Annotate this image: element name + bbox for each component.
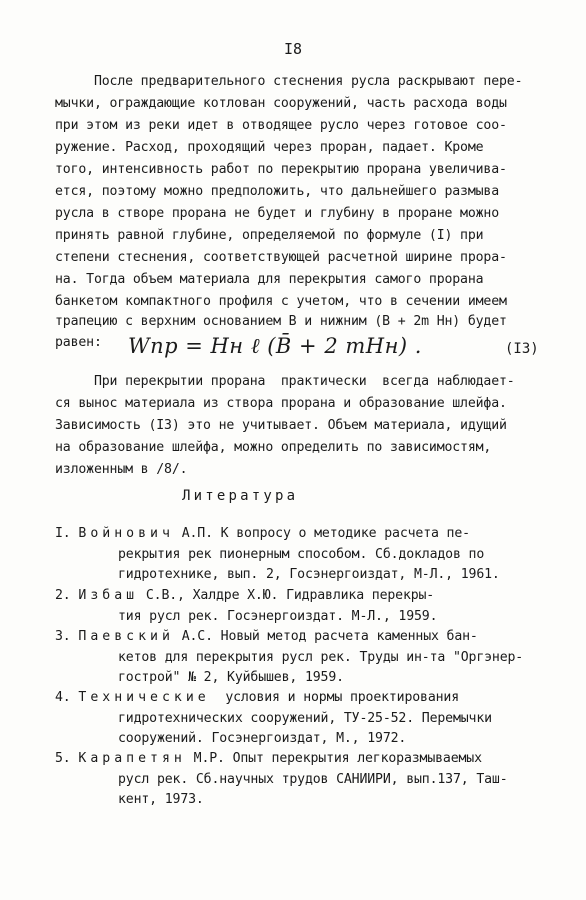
paragraph-1-line: трапецию с верхним основанием В и нижним (В + 2m Hн) будет: [55, 314, 507, 329]
reference-number: 3.: [55, 629, 71, 644]
reference-first-line: [55, 524, 575, 545]
paragraph-2-line: Зависимость (I3) это не учитывает. Объем материала, идущий: [55, 418, 507, 433]
reference-continuation: сооружений. Госэнергоиздат, М., 1972.: [118, 731, 407, 746]
paragraph-1-line: русла в створе прорана не будет и глубину в проране можно: [55, 206, 500, 221]
page-number: I8: [283, 40, 303, 58]
reference-continuation: тия русл рек. Госэнергоиздат. М-Л., 1959.: [118, 608, 438, 624]
reference-continuation: гидротехнике, вып. 2, Госэнергоиздат, М-Л., 1961.: [118, 567, 500, 582]
reference-continuation: кент, 1973.: [118, 792, 204, 807]
paragraph-1-line: того, интенсивность работ по перекрытию прорана увеличива-: [55, 162, 507, 177]
reference-author: Войнович: [78, 526, 174, 541]
reference-item: [55, 627, 575, 689]
paragraph-1-line: степени стеснения, соответствующей расчетной ширине прора-: [55, 250, 507, 265]
paragraph-1-line: банкетом компактного профиля с учетом, что в сечении имеем: [55, 294, 507, 309]
paragraph-2-line: При перекрытии прорана практически всегда наблюдает-: [55, 374, 515, 389]
equation-number: (I3): [505, 341, 539, 357]
reference-text: С.В., Халдре Х.Ю. Гидравлика перекры-: [138, 588, 435, 603]
reference-continuation: кетов для перекрытия русл рек. Труды ин-та "Оргэнер-: [118, 649, 524, 665]
paragraph-1-line: ется, поэтому можно предположить, что дальнейшего размыва: [55, 184, 500, 199]
paragraph-1-line: ружение. Расход, проходящий через проран, падает. Кроме: [55, 140, 484, 155]
reference-continuation: русл рек. Сб.научных трудов САНИИРИ, вып.137, Таш-: [118, 771, 508, 787]
reference-continuation: гидротехнических сооружений, ТУ-25-52. Перемычки: [118, 710, 492, 726]
reference-text: А.С. Новый метод расчета каменных бан-: [173, 629, 478, 644]
reference-first-line: [55, 749, 575, 770]
paragraph-1-line: равен:: [55, 335, 102, 350]
reference-author: Паевский: [78, 629, 174, 644]
reference-author: Карапетян: [78, 751, 186, 766]
reference-author: Избаш: [78, 588, 139, 603]
reference-item: [55, 524, 575, 586]
reference-first-line: [55, 688, 575, 709]
paragraph-1-line: После предварительного стеснения русла раскрывают пере-: [55, 74, 523, 89]
reference-continuation: гострой" № 2, Куйбышев, 1959.: [118, 670, 344, 685]
reference-item: [55, 688, 575, 750]
paragraph-1-line: при этом из реки идет в отводящее русло через готовое соо-: [55, 118, 507, 133]
reference-number: 5.: [55, 751, 71, 766]
references-heading: Литература: [182, 488, 299, 504]
reference-text: А.П. К вопросу о методике расчета пе-: [173, 526, 470, 541]
paragraph-1-line: принять равной глубине, определяемой по формуле (I) при: [55, 228, 484, 243]
reference-item: [55, 749, 575, 811]
paragraph-2-line: ся вынос материала из створа прорана и образование шлейфа.: [55, 396, 507, 411]
reference-text: М.Р. Опыт перекрытия легкоразмываемых: [185, 751, 482, 766]
reference-first-line: [55, 586, 575, 607]
reference-first-line: [55, 627, 575, 648]
paragraph-1-line: мычки, ограждающие котлован сооружений, часть расхода воды: [55, 96, 507, 111]
paragraph-2-line: изложенным в /8/.: [55, 462, 188, 477]
reference-author: Технические: [78, 690, 210, 705]
reference-number: 4.: [55, 690, 71, 705]
reference-text: условия и нормы проектирования: [209, 690, 459, 705]
reference-continuation: рекрытия рек пионерным способом. Сб.докладов по: [118, 546, 485, 562]
paragraph-2-line: на образование шлейфа, можно определить по зависимостям,: [55, 440, 492, 455]
reference-number: I.: [55, 526, 71, 541]
paragraph-1-line: на. Тогда объем материала для перекрытия самого прорана: [55, 272, 484, 287]
formula-13: Wпр = Hн ℓ (B̄ + 2 mHн) .: [128, 334, 422, 358]
reference-item: [55, 586, 575, 627]
reference-number: 2.: [55, 588, 71, 603]
